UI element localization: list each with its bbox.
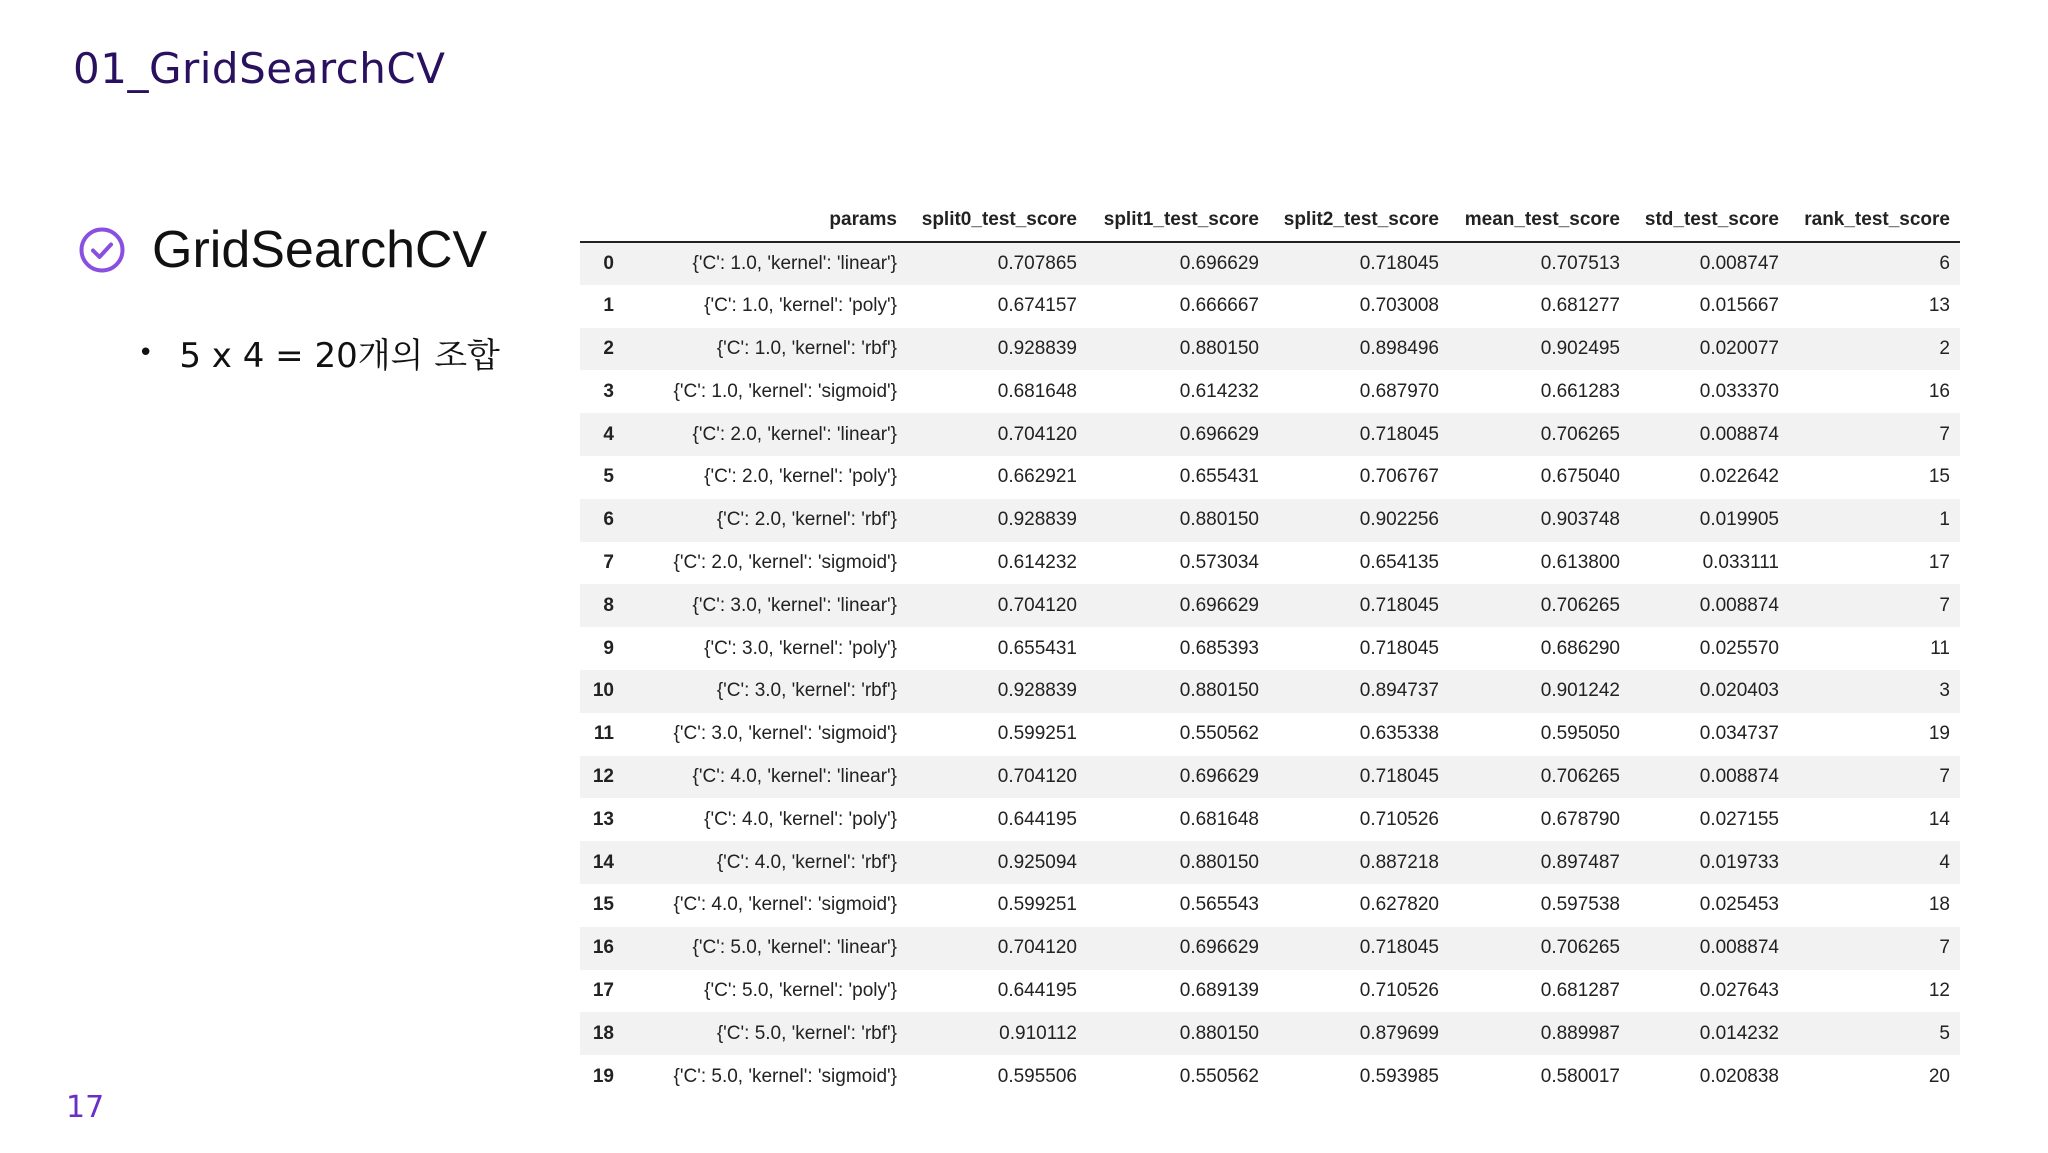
table-cell: 0.019905: [1699, 509, 1779, 531]
table-cell: 0.015667: [1699, 295, 1779, 317]
table-cell: {'C': 5.0, 'kernel': 'rbf'}: [716, 1022, 897, 1044]
row-index: 0: [603, 252, 614, 274]
table-cell: 0.704120: [997, 423, 1077, 445]
table-row: [580, 370, 1960, 413]
table-cell: 0.704120: [997, 594, 1077, 616]
table-cell: {'C': 2.0, 'kernel': 'sigmoid'}: [673, 551, 897, 573]
table-row: [580, 413, 1960, 456]
table-body: [580, 242, 1960, 1098]
table-cell: 0.022642: [1699, 466, 1779, 488]
table-cell: 0.635338: [1359, 723, 1439, 745]
table-row: [580, 798, 1960, 841]
table-cell: 3: [1939, 680, 1950, 702]
table-row: [580, 542, 1960, 585]
table-cell: 0.025453: [1699, 894, 1779, 916]
page-number: 17: [66, 1090, 105, 1125]
table-cell: {'C': 4.0, 'kernel': 'poly'}: [704, 808, 897, 830]
table-cell: 0.889987: [1540, 1022, 1620, 1044]
table-row: [580, 670, 1960, 713]
table-cell: 0.928839: [997, 509, 1077, 531]
row-index: 1: [603, 295, 614, 317]
row-index: 17: [592, 979, 614, 1001]
table-cell: 0.704120: [997, 765, 1077, 787]
table-cell: 7: [1939, 594, 1950, 616]
table-cell: 0.718045: [1359, 252, 1439, 274]
table-row: [580, 927, 1960, 970]
table-cell: 0.880150: [1179, 1022, 1259, 1044]
table-cell: 0.033111: [1702, 551, 1779, 573]
table-row: [580, 884, 1960, 927]
table-row: [580, 627, 1960, 670]
table-row: [580, 242, 1960, 285]
table-cell: 0.928839: [997, 337, 1077, 359]
table-cell: 16: [1928, 380, 1950, 402]
table-cell: {'C': 3.0, 'kernel': 'poly'}: [704, 637, 897, 659]
table-cell: 0.034737: [1699, 723, 1779, 745]
heading-text: GridSearchCV: [152, 221, 488, 279]
table-cell: 0.655431: [1179, 466, 1259, 488]
table-cell: 0.681648: [997, 380, 1077, 402]
table-cell: 0.681277: [1540, 295, 1620, 317]
table-cell: 0.597538: [1540, 894, 1620, 916]
column-header-mean-test-score: mean_test_score: [1449, 197, 1630, 242]
table-cell: 11: [1930, 637, 1950, 659]
table-cell: 0.565543: [1179, 894, 1259, 916]
table-cell: 0.718045: [1359, 937, 1439, 959]
table-cell: 15: [1928, 466, 1950, 488]
row-index: 9: [603, 637, 614, 659]
row-index: 10: [592, 680, 614, 702]
table-row: [580, 1055, 1960, 1098]
table-cell: 0.696629: [1179, 423, 1259, 445]
table-cell: 0.008747: [1699, 252, 1779, 274]
bullet-dot: •: [138, 337, 154, 368]
table-cell: 0.681648: [1179, 808, 1259, 830]
table-cell: {'C': 1.0, 'kernel': 'sigmoid'}: [673, 380, 897, 402]
table-cell: 0.614232: [997, 551, 1077, 573]
table-cell: 0.655431: [997, 637, 1077, 659]
row-index: 13: [592, 808, 614, 830]
row-index: 16: [592, 937, 614, 959]
table-cell: {'C': 1.0, 'kernel': 'linear'}: [692, 252, 897, 274]
table-cell: 0.897487: [1540, 851, 1620, 873]
table-cell: 0.706265: [1540, 594, 1620, 616]
table-cell: 0.706767: [1359, 466, 1439, 488]
table-cell: 0.662921: [997, 466, 1077, 488]
table-cell: 0.019733: [1699, 851, 1779, 873]
table-cell: 0.710526: [1359, 979, 1439, 1001]
table-cell: 0.902495: [1540, 337, 1620, 359]
table-cell: 0.718045: [1359, 423, 1439, 445]
table-cell: 14: [1928, 808, 1950, 830]
table-row: [580, 584, 1960, 627]
circle-check-icon: [78, 226, 126, 274]
table-cell: 0.595050: [1540, 723, 1620, 745]
column-header-split0-test-score: split0_test_score: [907, 197, 1087, 242]
table-cell: 0.599251: [997, 894, 1077, 916]
table-cell: 0.599251: [997, 723, 1077, 745]
table-cell: {'C': 1.0, 'kernel': 'poly'}: [704, 295, 897, 317]
table-cell: 0.025570: [1699, 637, 1779, 659]
table-cell: 7: [1939, 937, 1950, 959]
table-cell: {'C': 3.0, 'kernel': 'rbf'}: [716, 680, 897, 702]
table-cell: 7: [1939, 765, 1950, 787]
table-cell: 0.706265: [1540, 423, 1620, 445]
table-cell: 0.678790: [1540, 808, 1620, 830]
table-cell: 0.654135: [1359, 551, 1439, 573]
table-cell: 0.550562: [1179, 723, 1259, 745]
table-cell: 0.910112: [999, 1022, 1077, 1044]
table-row: [580, 328, 1960, 371]
table-cell: 0.902256: [1359, 509, 1439, 531]
table-cell: 0.644195: [997, 979, 1077, 1001]
bullet-item: [138, 328, 500, 377]
table-row: [580, 1012, 1960, 1055]
table-cell: 0.901242: [1540, 680, 1620, 702]
table-cell: 2: [1939, 337, 1950, 359]
table-cell: 0.027155: [1699, 808, 1779, 830]
table-cell: {'C': 1.0, 'kernel': 'rbf'}: [716, 337, 897, 359]
row-index: 11: [593, 723, 614, 745]
table-cell: {'C': 3.0, 'kernel': 'linear'}: [692, 594, 897, 616]
table-cell: 0.696629: [1179, 937, 1259, 959]
row-index: 15: [592, 894, 614, 916]
table-header: [580, 197, 1960, 242]
column-header-rank-test-score: rank_test_score: [1789, 197, 1960, 242]
table-cell: 19: [1928, 723, 1950, 745]
table-cell: 0.627820: [1359, 894, 1439, 916]
table-cell: {'C': 3.0, 'kernel': 'sigmoid'}: [673, 723, 897, 745]
row-index: 3: [603, 380, 614, 402]
table-cell: 0.614232: [1179, 380, 1259, 402]
table-cell: 12: [1928, 979, 1950, 1001]
table-cell: {'C': 4.0, 'kernel': 'linear'}: [692, 765, 897, 787]
row-index: 14: [592, 851, 614, 873]
table-cell: 0.707513: [1540, 252, 1620, 274]
table-row: [580, 841, 1960, 884]
table-cell: 0.718045: [1359, 594, 1439, 616]
table-cell: 0.675040: [1540, 466, 1620, 488]
table-cell: 0.696629: [1179, 252, 1259, 274]
bullet-text: 5 x 4 = 20개의 조합: [179, 336, 500, 376]
table-cell: 0.880150: [1179, 851, 1259, 873]
row-index: 18: [592, 1022, 614, 1044]
table-cell: 0.706265: [1540, 937, 1620, 959]
table-row: [580, 499, 1960, 542]
table-cell: 0.887218: [1359, 851, 1439, 873]
table-cell: 0.718045: [1359, 637, 1439, 659]
row-index: 12: [592, 765, 614, 787]
table-cell: {'C': 4.0, 'kernel': 'rbf'}: [716, 851, 897, 873]
table-cell: 7: [1939, 423, 1950, 445]
table-cell: 1: [1939, 509, 1950, 531]
table-cell: 0.689139: [1179, 979, 1259, 1001]
table-cell: 4: [1939, 851, 1950, 873]
row-index: 6: [603, 509, 614, 531]
table-row: [580, 970, 1960, 1013]
table-cell: 0.696629: [1179, 765, 1259, 787]
column-header-split1-test-score: split1_test_score: [1087, 197, 1269, 242]
table-cell: 0.704120: [997, 937, 1077, 959]
table-cell: {'C': 2.0, 'kernel': 'poly'}: [704, 466, 897, 488]
table-cell: 18: [1928, 894, 1950, 916]
table-cell: 0.696629: [1179, 594, 1259, 616]
table-cell: 0.573034: [1179, 551, 1259, 573]
column-header-split2-test-score: split2_test_score: [1269, 197, 1449, 242]
grid-search-results-table: [580, 197, 1960, 1098]
table-row: [580, 285, 1960, 328]
table-cell: 0.674157: [997, 295, 1077, 317]
table-cell: 0.008874: [1699, 765, 1779, 787]
row-index: 5: [603, 466, 614, 488]
index-header: [580, 197, 624, 242]
table-cell: 0.703008: [1359, 295, 1439, 317]
table-row: [580, 713, 1960, 756]
table-cell: 0.880150: [1179, 337, 1259, 359]
section-heading: [78, 220, 487, 280]
table-row: [580, 456, 1960, 499]
table-cell: 0.707865: [997, 252, 1077, 274]
table-cell: {'C': 5.0, 'kernel': 'sigmoid'}: [673, 1065, 897, 1087]
table-cell: 0.020403: [1699, 680, 1779, 702]
table-cell: 0.898496: [1359, 337, 1439, 359]
table-cell: 5: [1939, 1022, 1950, 1044]
row-index: 19: [592, 1065, 614, 1087]
table-cell: 0.033370: [1699, 380, 1779, 402]
table-cell: 0.686290: [1540, 637, 1620, 659]
table-cell: 0.706265: [1540, 765, 1620, 787]
table-cell: 0.644195: [997, 808, 1077, 830]
table-cell: 0.593985: [1359, 1065, 1439, 1087]
column-header-std-test-score: std_test_score: [1630, 197, 1789, 242]
table-cell: 0.008874: [1699, 423, 1779, 445]
table-cell: 0.020838: [1699, 1065, 1779, 1087]
table-cell: 0.880150: [1179, 680, 1259, 702]
table-cell: {'C': 2.0, 'kernel': 'rbf'}: [716, 509, 897, 531]
table-cell: 17: [1928, 551, 1950, 573]
table-cell: 0.894737: [1359, 680, 1439, 702]
table-cell: 0.681287: [1540, 979, 1620, 1001]
table-cell: {'C': 2.0, 'kernel': 'linear'}: [692, 423, 897, 445]
table-cell: 0.027643: [1699, 979, 1779, 1001]
row-index: 8: [603, 594, 614, 616]
table-cell: 0.613800: [1540, 551, 1620, 573]
table-cell: 0.014232: [1699, 1022, 1779, 1044]
table-cell: 0.550562: [1179, 1065, 1259, 1087]
row-index: 4: [603, 423, 614, 445]
table-cell: 0.020077: [1699, 337, 1779, 359]
table-cell: 0.580017: [1540, 1065, 1620, 1087]
table-cell: 20: [1928, 1065, 1950, 1087]
table-cell: 0.666667: [1179, 295, 1259, 317]
table-cell: 0.687970: [1359, 380, 1439, 402]
table-cell: 0.879699: [1359, 1022, 1439, 1044]
table-cell: 13: [1928, 295, 1950, 317]
table-row: [580, 756, 1960, 799]
table-cell: 0.928839: [997, 680, 1077, 702]
column-header-params: params: [624, 197, 907, 242]
row-index: 7: [603, 551, 614, 573]
table-cell: {'C': 5.0, 'kernel': 'linear'}: [692, 937, 897, 959]
table-cell: 0.008874: [1699, 937, 1779, 959]
table-cell: {'C': 5.0, 'kernel': 'poly'}: [704, 979, 897, 1001]
table-cell: 0.008874: [1699, 594, 1779, 616]
header-row: [580, 197, 1960, 242]
table-cell: 0.903748: [1540, 509, 1620, 531]
table-cell: 0.710526: [1359, 808, 1439, 830]
table-cell: 0.595506: [997, 1065, 1077, 1087]
table-cell: 0.925094: [997, 851, 1077, 873]
slide-title: 01_GridSearchCV: [73, 44, 446, 93]
table-cell: {'C': 4.0, 'kernel': 'sigmoid'}: [673, 894, 897, 916]
table-cell: 0.661283: [1540, 380, 1620, 402]
table-cell: 6: [1939, 252, 1950, 274]
results-table-container: [580, 197, 1950, 1098]
table-cell: 0.685393: [1179, 637, 1259, 659]
row-index: 2: [603, 337, 614, 359]
table-cell: 0.880150: [1179, 509, 1259, 531]
table-cell: 0.718045: [1359, 765, 1439, 787]
